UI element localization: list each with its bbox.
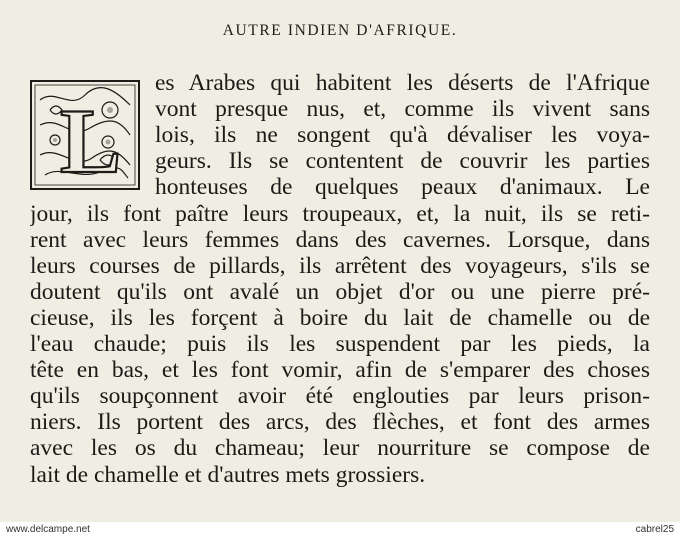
decorated-initial-letter [30,80,140,190]
text-line: rent avec leurs femmes dans des cavernes. Lorsque, dans [30,226,650,253]
text-line: cieuse, ils les forçent à boire du lait de chamelle ou de [30,304,650,331]
text-line: es Arabes qui habitent les déserts de l'Afrique [155,70,650,96]
text-line: tête en bas, et les font vomir, afin de s'emparer des choses [30,357,650,384]
page-heading: AUTRE INDIEN D'AFRIQUE. [222,22,458,39]
text-line: qu'ils soupçonnent avoir été englouties par leurs prison- [30,383,650,410]
footer-bar [0,522,680,537]
text-line: honteuses de quelques peaux d'animaux. Le [155,174,650,201]
text-line: l'eau chaude; puis ils les suspendent par les pieds, la [30,331,650,357]
footer-user: cabrel25 [635,524,674,535]
initial-letter-text: L [60,90,122,190]
text-line: niers. Ils portent des arcs, des flèches, et font des armes [30,409,650,436]
text-line: lait de chamelle et d'autres mets grossiers. [30,461,426,488]
footer-site: www.delcampe.net [6,524,90,535]
text-line: geurs. Ils se contentent de couvrir les parties [155,148,650,175]
text-line: leurs courses de pillards, ils arrêtent des voyageurs, s'ils se [30,252,650,279]
text-line: lois, ils ne songent qu'à dévaliser les voya- [155,122,650,149]
text-line: doutent qu'ils ont avalé un objet d'or ou une pierre pré- [30,278,650,305]
text-line: avec les os du chameau; leur nourriture se compose de [30,435,650,462]
text-line: jour, ils font paître leurs troupeaux, et, la nuit, ils se reti- [30,200,650,227]
text-line: vont presque nus, et, comme ils vivent sans [155,96,650,123]
